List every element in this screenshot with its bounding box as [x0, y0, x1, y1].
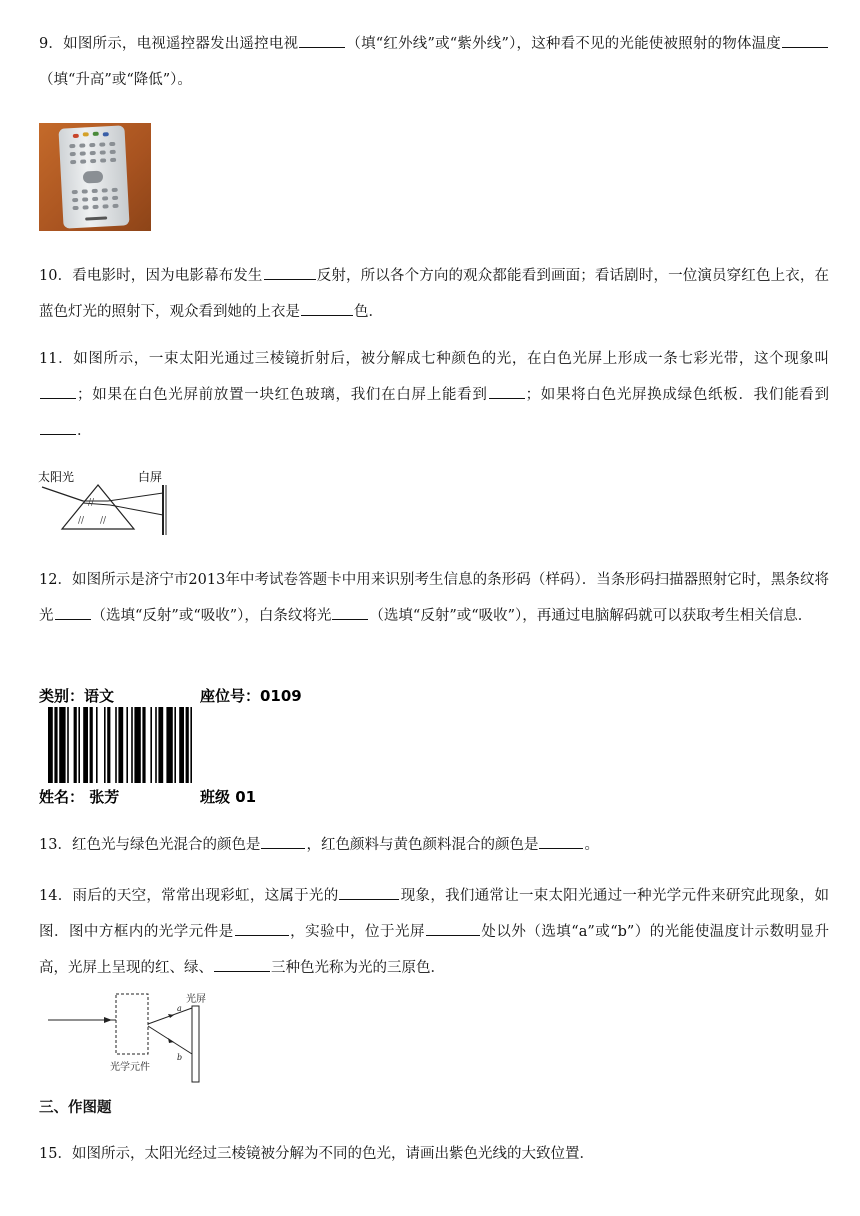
barcode-class: 班级 01: [200, 788, 257, 806]
barcode-bar: [150, 707, 152, 783]
question-14: 14．雨后的天空，常常出现彩虹，这属于光的 现象，我们通常让一束太阳光通过一种光学元件来研究此现象，如图．图中方框内的光学元件是 ，实验中，位于光屏 处以外（选填“a”或“b”）的光能使温度计示数明显升高，光屏上呈现的红、绿、 三种色光称为光的三原色．: [39, 878, 829, 986]
svg-text://: //: [100, 516, 107, 526]
question-15: 15．如图所示，太阳光经过三棱镜被分解为不同的色光，请画出紫色光线的大致位置．: [39, 1146, 594, 1162]
answer-blank[interactable]: [214, 956, 270, 972]
barcode-bar: [90, 707, 93, 783]
barcode-bar: [104, 707, 106, 783]
barcode-bar: [48, 707, 53, 783]
answer-blank[interactable]: [782, 32, 828, 48]
barcode-bar: [158, 707, 163, 783]
question-9: 9．如图所示，电视遥控器发出遥控电视 （填“红外线”或“紫外线”），这种看不见的光能使被照射的物体温度（填“升高”或“降低”）。: [39, 26, 829, 98]
answer-blank[interactable]: [339, 884, 399, 900]
barcode-bar: [74, 707, 77, 783]
light-screen: [192, 1006, 199, 1082]
barcode-bar: [190, 707, 192, 783]
question-13: 13．红色光与绿色光混合的颜色是 ，红色颜料与黄色颜料混合的颜色是 。: [39, 827, 829, 863]
barcode-bar: [107, 707, 110, 783]
sun-label: 太阳光: [38, 470, 75, 484]
barcode-bar: [78, 707, 80, 783]
question-number: 11: [39, 351, 58, 367]
element-label: 光学元件: [110, 1062, 150, 1073]
optical-element-box: [116, 994, 148, 1054]
question-12: 12．如图所示是济宁市2013年中考试卷答题卡中用来识别考生信息的条形码（样码）．当条形码扫描器照射它时，黑条纹将光 （选填“反射”或“吸收”），白条纹将光 （选填“反射”或“吸收”），再通过电脑解码就可以获取考生相关信息．: [39, 572, 829, 624]
barcode-seat: 座位号：0109: [200, 687, 302, 705]
barcode-bar: [186, 707, 189, 783]
barcode-name: 姓名： 张芳: [39, 788, 120, 806]
screen-label: 光屏: [186, 994, 206, 1005]
barcode-bar: [54, 707, 57, 783]
answer-blank[interactable]: [55, 604, 91, 620]
incident-ray: [42, 487, 83, 501]
barcode-bar: [59, 707, 65, 783]
label-a: a: [177, 1004, 182, 1013]
answer-blank[interactable]: [235, 920, 289, 936]
barcode-bar: [96, 707, 98, 783]
question-11: 11．如图所示，一束太阳光通过三棱镜折射后，被分解成七种颜色的光，在白色光屏上形成一条七彩光带，这个现象叫；如果在白色光屏前放置一块红色玻璃，我们在白屏上能看到 ；如果将白色光屏换成绿色纸板．我们能看到．: [39, 351, 830, 439]
svg-text://: //: [78, 516, 85, 526]
answer-blank[interactable]: [332, 604, 368, 620]
barcode-bar: [174, 707, 176, 783]
barcode-bar: [67, 707, 69, 783]
question-number: 10: [39, 268, 58, 284]
screen-label: 白屏: [138, 470, 163, 484]
barcode-bar: [118, 707, 123, 783]
answer-blank[interactable]: [489, 383, 525, 399]
question-number: 9: [39, 36, 49, 52]
optical-element-diagram: [44, 990, 234, 1086]
remote-body: [58, 125, 129, 228]
question-10: 10．看电影时，因为电影幕布发生 反射，所以各个方向的观众都能看到画面；看话剧时，一位演员穿红色上衣，在蓝色灯光的照射下，观众看到她的上衣是 色．: [39, 258, 829, 330]
question-number: 14: [39, 888, 58, 904]
svg-text://: //: [88, 498, 95, 508]
barcode-bar: [83, 707, 88, 783]
barcode-bar: [126, 707, 128, 783]
question-number: 15: [39, 1146, 58, 1162]
question-number: 13: [39, 837, 58, 853]
answer-blank[interactable]: [261, 833, 305, 849]
barcode-bar: [166, 707, 172, 783]
barcode-category: 类别：语文: [39, 687, 115, 705]
barcode-bar: [131, 707, 133, 783]
answer-blank[interactable]: [40, 419, 76, 435]
prism-diagram: [38, 463, 178, 539]
barcode-bar: [155, 707, 157, 783]
label-b: b: [177, 1053, 183, 1062]
refracted-ray: [108, 493, 163, 501]
barcode-bar: [134, 707, 140, 783]
question-number: 12: [39, 572, 58, 588]
barcode-bar: [142, 707, 145, 783]
barcode: [48, 707, 280, 783]
section-heading: 三、作图题: [39, 1100, 112, 1116]
answer-blank[interactable]: [301, 300, 353, 316]
barcode-bar: [179, 707, 184, 783]
answer-blank[interactable]: [264, 264, 316, 280]
barcode-bar: [115, 707, 117, 783]
remote-control-photo: [39, 123, 151, 231]
answer-blank[interactable]: [40, 383, 76, 399]
answer-blank[interactable]: [539, 833, 583, 849]
answer-blank[interactable]: [426, 920, 480, 936]
answer-blank[interactable]: [299, 32, 345, 48]
